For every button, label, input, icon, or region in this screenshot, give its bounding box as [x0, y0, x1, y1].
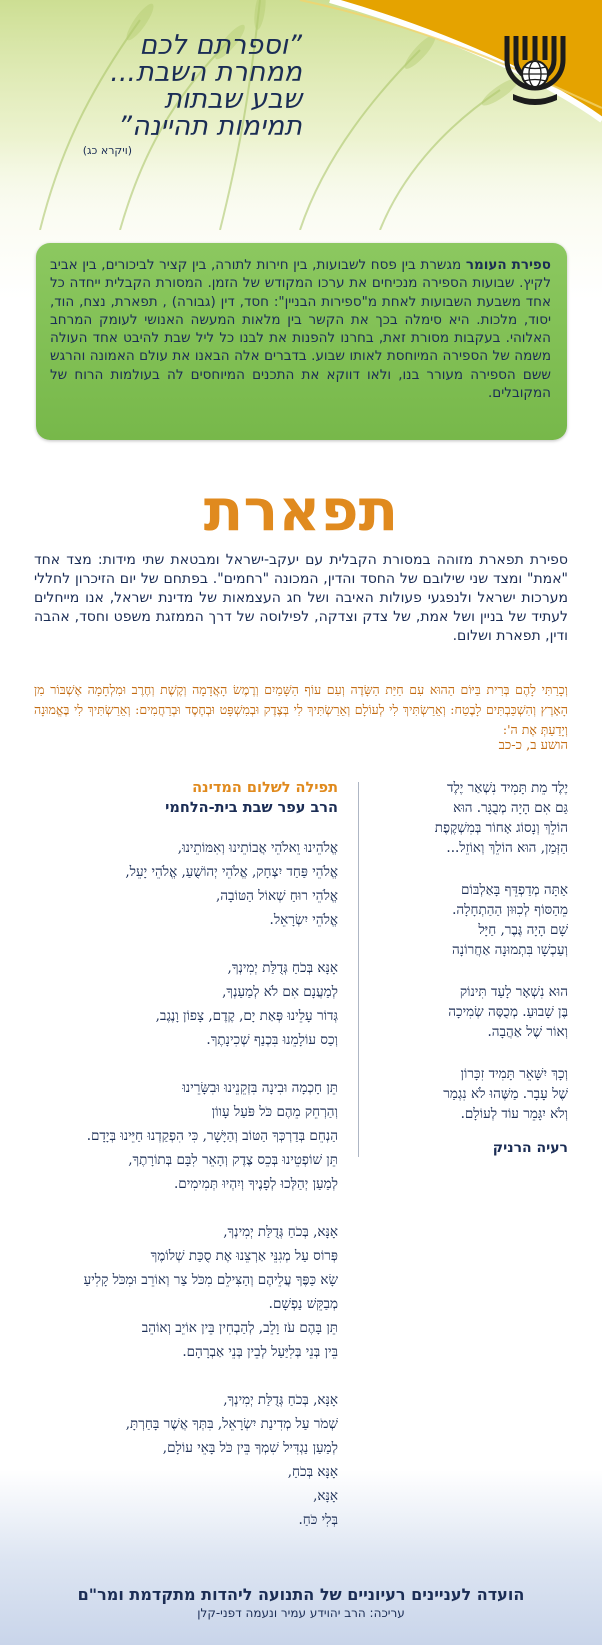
omer-intro-text — [50, 256, 551, 402]
prayer-title: תפילה לשלום המדינה — [192, 780, 338, 796]
verse-line: שבע שבתות — [164, 84, 302, 115]
prayer-line: בֵּין בְּנֵי בְּלִיַּעַל לְבֵין בְּנֵי אַבְרָהָם. — [182, 1344, 338, 1360]
prayer-line: אָנָּא, בְּכֹחַ גְּדֻלַּת יְמִינְךָ, — [223, 1392, 338, 1408]
poem-stanza — [378, 778, 568, 858]
prayer-stanza — [14, 956, 338, 1052]
prayer-line: אָנָּא, בְּכֹחַ גְּדֻלַּת יְמִינְךָ, — [223, 1224, 338, 1240]
verse-quote — [60, 32, 302, 157]
prayer-line: וְכַס עוֹלָמֵנוּ בִּכְנַף שְׁכִינָתֶךָ. — [206, 1032, 338, 1048]
poem-line: שֶׁל עָבָר. מַשֶּׁהוּ לֹא נִגְמַר — [443, 1086, 568, 1102]
verse-line: ממחרת השבת... — [110, 57, 302, 88]
prayer-line: אָנָּא, — [313, 1488, 338, 1504]
verse-line: תמימות תהיינה” — [117, 111, 302, 142]
poem-stanza — [378, 880, 568, 960]
prayer-line: שְׁמֹר עַל מְדִינַת יִשְׂרָאֵל, בִּתְּךָ אֲשֶׁר בָּחַרְתָּ, — [125, 1416, 338, 1432]
verse-source: (ויקרא כג) — [82, 144, 132, 157]
prayer-line: אֱלֹהֵינוּ וֵאלֹהֵי אֲבוֹתֵינוּ וְאִמּוֹתֵינוּ, — [177, 840, 338, 856]
poem-column — [378, 778, 568, 1156]
prayer-line: אֱלֹהֵי רוּחַ שְׁאוֹל הַטּוֹבָה, — [215, 888, 338, 904]
prayer-line: אֱלֹהֵי פַּחַד יִצְחָק, אֱלֹהֵי יְהוֹשֻׁעַ, אֱלֹהֵי יָעֵל, — [125, 864, 338, 880]
prayer-line: מְבַקֵּשׁ נַפְשָׁם. — [268, 1296, 338, 1312]
prayer-line: תֵּן שׁוֹפְטֵינוּ בְּכֵס צֶדֶק וְהָאֵר לִבָּם בְּתוֹרָתֶךָ, — [128, 1152, 338, 1168]
prayer-line: הַנְחֵם בְּדַרְכְּךָ הַטּוֹב וְהַיָּשָׁר, כִּי הִפְקַדְנוּ חַיֵּינוּ בְּיָדָם. — [86, 1128, 338, 1144]
poem-line: וְלֹא יִגָּמֵר עוֹד לְעוֹלָם. — [460, 1106, 568, 1122]
prayer-line: לְמַעַן נַגְדִּיל שִׁמְךָ בֵּין כֹּל בָּאֵי עוֹלָם, — [162, 1440, 338, 1456]
poem-line: בֶּן שָׁבוּעַ. מְכֻסֶּה שְׂמִיכָה — [448, 1004, 568, 1020]
menorah-globe-logo-icon — [503, 34, 567, 108]
footer-editors: עריכה: הרב יהוידע עמיר ונעמה דפני-קלן — [197, 1606, 405, 1620]
prayer-line: פְּרוֹס עַל מְגִנֵּי אַרְצֵנוּ אֶת סֻכַּת שְׁלוֹמֶךָ — [150, 1248, 338, 1264]
page-title: תפארת — [203, 476, 399, 544]
column-divider — [358, 782, 359, 1157]
omer-intro-box — [36, 243, 567, 440]
prayer-line: גְּדוֹר עָלֵינוּ פְּאַת יָם, קֶדֶם, צָפוֹן וָנֶגֶב, — [155, 1008, 338, 1024]
footer — [0, 1585, 602, 1621]
prayer-stanza — [14, 1076, 338, 1196]
omer-intro-lead: ספירת העומר — [465, 257, 551, 273]
prayer-stanza — [14, 1220, 338, 1364]
header-banner — [0, 0, 602, 230]
poem-line: הַזְּמַן, הוּא הוֹלֵךְ וְאוֹזֵל... — [446, 840, 568, 856]
footer-org: הועדה לעניינים רעיוניים של התנועה ליהדות מתקדמת ומר"ם — [77, 1585, 525, 1604]
prayer-line: אֱלֹהֵי יִשְׂרָאֵל. — [269, 912, 338, 928]
poem-line: שָׁם הָיָה גֶּבֶר, חַיָּל — [478, 922, 568, 938]
poem-stanza — [378, 982, 568, 1042]
prayer-line: לְמַעֲנָם אִם לֹא לְמַעַנְךָ, — [222, 984, 338, 1000]
prayer-author: הרב עפר שבת בית-הלחמי — [165, 800, 338, 816]
poem-line: הוּא נִשְׁאָר לָעַד תִּינוֹק — [459, 984, 568, 1000]
prayer-line: שָׂא כַּפֶּךָ עֲלֵיהֶם וְהַצִּילֵם מִכֹּל צַר וְאוֹרֵב וּמִכֹּל קָלִיעַ — [83, 1272, 338, 1288]
poem-line: יֶלֶד מֵת תָּמִיד נִשְׁאַר יֶלֶד — [446, 780, 568, 796]
prayer-line: בְּלִי כֹּחַ. — [298, 1512, 338, 1528]
prayer-line: תֵּן בָּהֶם עֹז וָלֵב, לְהַבְחִין בֵּין אוֹיֵב וְאוֹהֵב — [141, 1320, 338, 1336]
prayer-line: אָנָּא בְּכֹחַ גְּדֻלַּת יְמִינְךָ, — [227, 960, 338, 976]
poem-stanza — [378, 1064, 568, 1124]
poem-line: מֵהַסּוֹף לְכִוּוּן הַהַתְחָלָה. — [452, 902, 568, 918]
prayer-stanza — [14, 836, 338, 932]
prayer-line: אָנָּא בְּכֹחַ, — [287, 1464, 338, 1480]
hosea-reference: הושע ב, כ-כב — [498, 738, 568, 753]
tiferet-intro-paragraph: ספירת תפארת מזוהה במסורת הקבלית עם יעקב-ישראל ומבטאת שתי מידות: מצד אחד "אמת" ומצד שני שילובם של החסד והדין, המכונה "רחמים". בפתחם של יום הזיכרון לחללי מערכות ישראל ולנפגעי פעולות האיבה ושל חג העצמאות של מדינת ישראל, אנו מייחלים לעתיד של בניין ושל אמת, של צדק וצדקה, לפילוסה של דרך הממזגת משפט וחסד, אהבה ודין, תפארת ושלום. — [34, 552, 568, 644]
prayer-line: תֵּן חָכְמָה וּבִינָה בִּזְקֵנֵינוּ וּבִשָּׂרֵינוּ — [182, 1080, 338, 1096]
poem-line: וְאוֹר שֶׁל אַהֲבָה. — [487, 1024, 568, 1040]
verse-line: ”וספרתם לכם — [139, 30, 302, 61]
omer-intro-body: מגשרת בין פסח לשבועות, בין חירות לתורה, בין קציר לביכורים, בין אביב לקיץ. שבועות הספירה מנכיחים את ערכו המקודש של הזמן. המסורת הקבלית ייחדה כל אחד משבעת השבועות לאחת מ"ספירות הבניין": חסד, דין (גבורה) , תפארת, נצח, הוד, יסוד, מלכות. היא סימלה בכך את הקשר בין מלאות המעשה האנושי לעומק המרחב האלוהי. בעקבות מסורת זאת, בחרנו להפנות את לבנו כל ליל שבת להיבט אחד העולה משמה של הספירה המיוחסת לאותו שבוע. בדברים אלה הבאנו את עולם האמונה והרגש ששם הספירה מעורר בנו, ולאו דווקא את התכנים המיוחסים לה בעולמות הרוח של המקובלים. — [50, 257, 551, 402]
poem-author: רעיה הרניק — [492, 1140, 568, 1156]
hosea-quote: וְכָרַתִּי לָהֶם בְּרִית בַּיּוֹם הַהוּא עִם חַיַּת הַשָּׂדֶה וְעִם עוֹף הַשָּׁמַיִם וְרֶמֶשׂ הָאֲדָמָה וְקֶשֶׁת וְחֶרֶב וּמִלְחָמָה אֶשְׁבּוֹר מִן הָאָרֶץ וְהִשְׁכַּבְתִּים לָבֶטַח: וְאֵרַשְׂתִּיךְ לִי לְעוֹלָם וְאֵרַשְׂתִּיךְ לִי בְּצֶדֶק וּבְמִשְׁפָּט וּבְחֶסֶד וּבְרַחֲמִים: וְאֵרַשְׂתִּיךְ לִי בֶּאֱמוּנָה וְיָדַעַתְּ אֶת ה': — [34, 682, 568, 737]
poem-line: וְעַכְשָׁו בִּתְמוּנָה אַחֲרוֹנָה — [452, 942, 568, 958]
prayer-column — [14, 778, 338, 1556]
prayer-stanza — [14, 1388, 338, 1532]
poem-line: הוֹלֵךְ וְנָסוֹג אָחוֹר בְּמִשְׁקֶפֶת — [434, 820, 568, 836]
prayer-line: לְמַעַן יְהַלְּכוּ לְפָנֶיךָ וְיִהְיוּ תְּמִימִים. — [174, 1176, 338, 1192]
poem-line: גַּם אִם הָיָה מְבֻגָּר. הוּא — [453, 800, 568, 816]
poem-line: וְכָךְ יִשָּׁאֵר תָּמִיד זִכָּרוֹן — [460, 1066, 568, 1082]
prayer-line: וְהַרְחֵק מֵהֶם כֹּל פֹּעַל עָווֹן — [211, 1104, 338, 1120]
poem-line: אַתָּה מְדַפְדֵּף בָּאַלְבּוֹם — [460, 882, 568, 898]
